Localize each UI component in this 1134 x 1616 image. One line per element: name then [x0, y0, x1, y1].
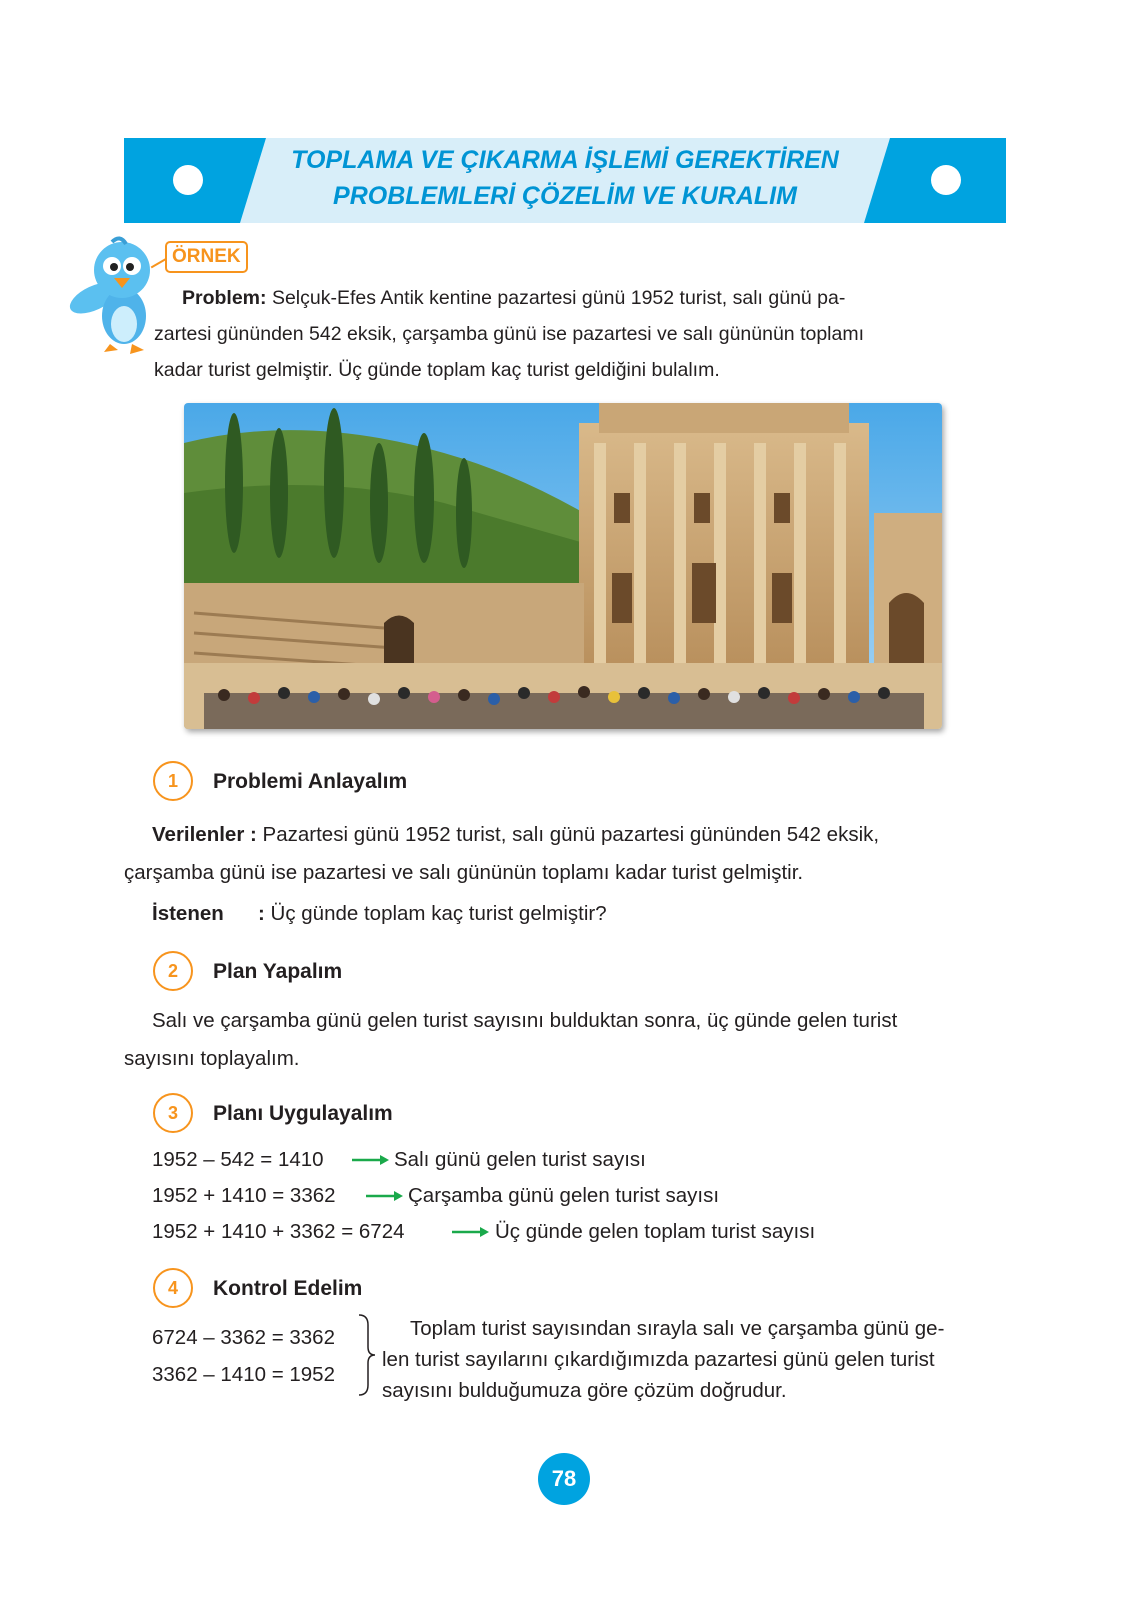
check-line-2: len turist sayılarını çıkardığımızda pazartesi günü gelen turist — [382, 1348, 935, 1371]
plan-text — [124, 1002, 1004, 1078]
asked-colon: : — [258, 902, 265, 925]
apply-row-1 — [152, 1145, 712, 1175]
given-line-1: Pazartesi günü 1952 turist, salı günü pazartesi gününden 542 eksik, — [262, 823, 880, 846]
ephesus-illustration — [184, 403, 942, 729]
problem-label: Problem: — [182, 287, 267, 309]
apply-row-3 — [152, 1217, 872, 1247]
problem-line-2: zartesi gününden 542 eksik, çarşamba günü ise pazartesi ve salı gününün toplamı — [154, 323, 865, 345]
page-title — [240, 142, 890, 214]
step-3-title: Planı Uygulayalım — [213, 1102, 393, 1125]
apply-result-1: Salı günü gelen turist sayısı — [394, 1148, 646, 1171]
apply-equation-2: 1952 + 1410 = 3362 — [152, 1184, 336, 1207]
curly-brace-icon — [356, 1313, 376, 1397]
asked-label: İstenen — [152, 902, 224, 925]
asked-section — [152, 895, 607, 933]
step-2-circle: 2 — [153, 951, 193, 991]
arrow-right-icon — [352, 1153, 390, 1167]
title-line-2: PROBLEMLERİ ÇÖZELİM VE KURALIM — [333, 182, 797, 210]
ephesus-photo — [184, 403, 942, 729]
apply-result-2: Çarşamba günü gelen turist sayısı — [408, 1184, 720, 1207]
apply-row-2 — [152, 1181, 772, 1211]
asked-text: Üç günde toplam kaç turist gelmiştir? — [270, 902, 607, 925]
apply-equation-3: 1952 + 1410 + 3362 = 6724 — [152, 1220, 405, 1243]
check-equation-1: 6724 – 3362 = 3362 — [152, 1326, 335, 1349]
step-3-circle: 3 — [153, 1093, 193, 1133]
apply-equation-1: 1952 – 542 = 1410 — [152, 1148, 324, 1171]
arrow-right-icon — [452, 1225, 490, 1239]
apply-result-3: Üç günde gelen toplam turist sayısı — [495, 1220, 816, 1243]
step-4-circle: 4 — [153, 1268, 193, 1308]
problem-line-3: kadar turist gelmiştir. Üç günde toplam kaç turist geldiğini bulalım. — [154, 359, 720, 381]
check-line-3: sayısını bulduğumuza göre çözüm doğrudur. — [382, 1379, 787, 1402]
problem-statement — [154, 280, 1004, 388]
check-equation-2: 3362 – 1410 = 1952 — [152, 1363, 335, 1386]
page-number: 78 — [538, 1453, 590, 1505]
step-1-title: Problemi Anlayalım — [213, 770, 408, 793]
step-2-title: Plan Yapalım — [213, 960, 343, 983]
check-line-1: Toplam turist sayısından sırayla salı ve çarşamba günü ge- — [410, 1317, 945, 1340]
plan-line-1: Salı ve çarşamba günü gelen turist sayısını bulduktan sonra, üç günde gelen turist — [152, 1009, 898, 1032]
banner-dot-left — [173, 165, 203, 195]
plan-line-2: sayısını toplayalım. — [124, 1047, 300, 1070]
arrow-right-icon — [366, 1189, 404, 1203]
title-line-1: TOPLAMA VE ÇIKARMA İŞLEMİ GEREKTİREN — [291, 146, 839, 174]
check-explanation — [382, 1313, 1004, 1406]
problem-line-1: Selçuk-Efes Antik kentine pazartesi günü 1952 turist, salı günü pa- — [271, 287, 846, 309]
example-badge: ÖRNEK — [165, 241, 248, 273]
banner-dot-right — [931, 165, 961, 195]
given-section — [124, 816, 1004, 892]
given-line-2: çarşamba günü ise pazartesi ve salı gününün toplamı kadar turist gelmiştir. — [124, 861, 804, 884]
step-4-title: Kontrol Edelim — [213, 1277, 363, 1300]
step-1-circle: 1 — [153, 761, 193, 801]
given-label: Verilenler : — [152, 823, 257, 846]
